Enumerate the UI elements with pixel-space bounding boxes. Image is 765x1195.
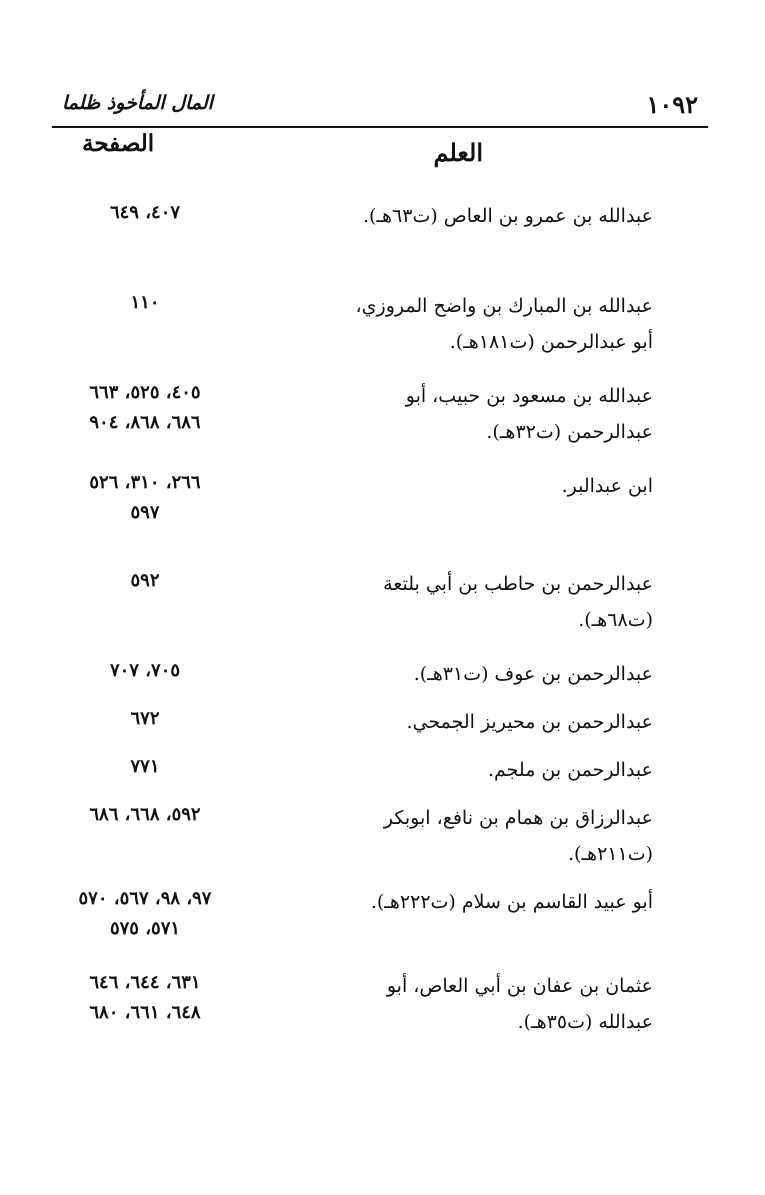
entry-name: عبدالرزاق بن همام بن نافع، ابوبكر (ت٢١١هـ). — [383, 807, 653, 865]
entry-pages-line: ٥٧١، ٥٧٥ — [109, 918, 181, 939]
entry-name: عبدالرحمن بن ملجم. — [487, 759, 653, 781]
entry-pages-line: ٧٧١ — [130, 756, 160, 777]
entry-pages-line: ٦٣١، ٦٤٤، ٦٤٦ — [89, 972, 201, 993]
entry-pages-line: ٤٠٥، ٥٢٥، ٦٦٣ — [89, 382, 201, 403]
entry-pages-line: ٥٩٢، ٦٦٨، ٦٨٦ — [89, 804, 201, 825]
entry-pages — [40, 752, 250, 782]
entry-name: عبدالرحمن بن عوف (ت٣١هـ). — [413, 663, 653, 685]
entry-pages — [40, 704, 250, 734]
entry-name: ابن عبدالبر. — [561, 475, 653, 497]
entry-pages — [40, 656, 250, 686]
entry-name: أبو عبيد القاسم بن سلام (ت٢٢٢هـ). — [370, 891, 653, 913]
entry-name: عبدالله بن عمرو بن العاص (ت٦٣هـ). — [362, 205, 653, 227]
entry-pages-line: ٢٦٦، ٣١٠، ٥٢٦ — [89, 472, 201, 493]
entry-pages-line: ٥٩٧ — [130, 502, 160, 523]
entry-pages-line: ٧٠٥، ٧٠٧ — [109, 660, 181, 681]
entry-pages-line: ٦٤٨، ٦٦١، ٦٨٠ — [89, 1002, 201, 1023]
page-number: ١٠٩٢ — [646, 90, 698, 119]
entry-pages-line: ٥٩٢ — [130, 570, 160, 591]
entry-pages — [40, 566, 250, 596]
book-title: المال المأخوذ ظلما — [62, 92, 213, 114]
entry-pages — [40, 884, 250, 944]
entry-name: عبدالله بن مسعود بن حبيب، أبو عبدالرحمن (ت٣٢هـ). — [405, 385, 653, 443]
entry-pages — [40, 378, 250, 438]
entry-pages — [40, 198, 250, 228]
entry-name: عبدالرحمن بن حاطب بن أبي بلتعة (ت٦٨هـ). — [383, 573, 653, 631]
entry-name: عبدالرحمن بن محيريز الجمحي. — [406, 711, 653, 733]
entry-name: عثمان بن عفان بن أبي العاص، أبو عبدالله (ت٣٥هـ). — [386, 975, 653, 1033]
entry-pages-line: ٦٨٦، ٨٦٨، ٩٠٤ — [89, 412, 201, 433]
entry-pages — [40, 288, 250, 318]
entry-name: عبدالله بن المبارك بن واضح المروزي، أبو عبدالرحمن (ت١٨١هـ). — [355, 295, 653, 353]
entry-pages — [40, 800, 250, 830]
entry-pages-line: ٤٠٧، ٦٤٩ — [109, 202, 181, 223]
entry-pages — [40, 968, 250, 1028]
entry-pages-line: ٦٧٢ — [130, 708, 160, 729]
page-column-heading: الصفحة — [82, 130, 155, 157]
entry-pages — [40, 468, 250, 528]
entry-pages-line: ٩٧، ٩٨، ٥٦٧، ٥٧٠ — [78, 888, 212, 909]
name-column-heading: العلم — [433, 138, 483, 167]
entry-pages-line: ١١٠ — [130, 292, 160, 313]
